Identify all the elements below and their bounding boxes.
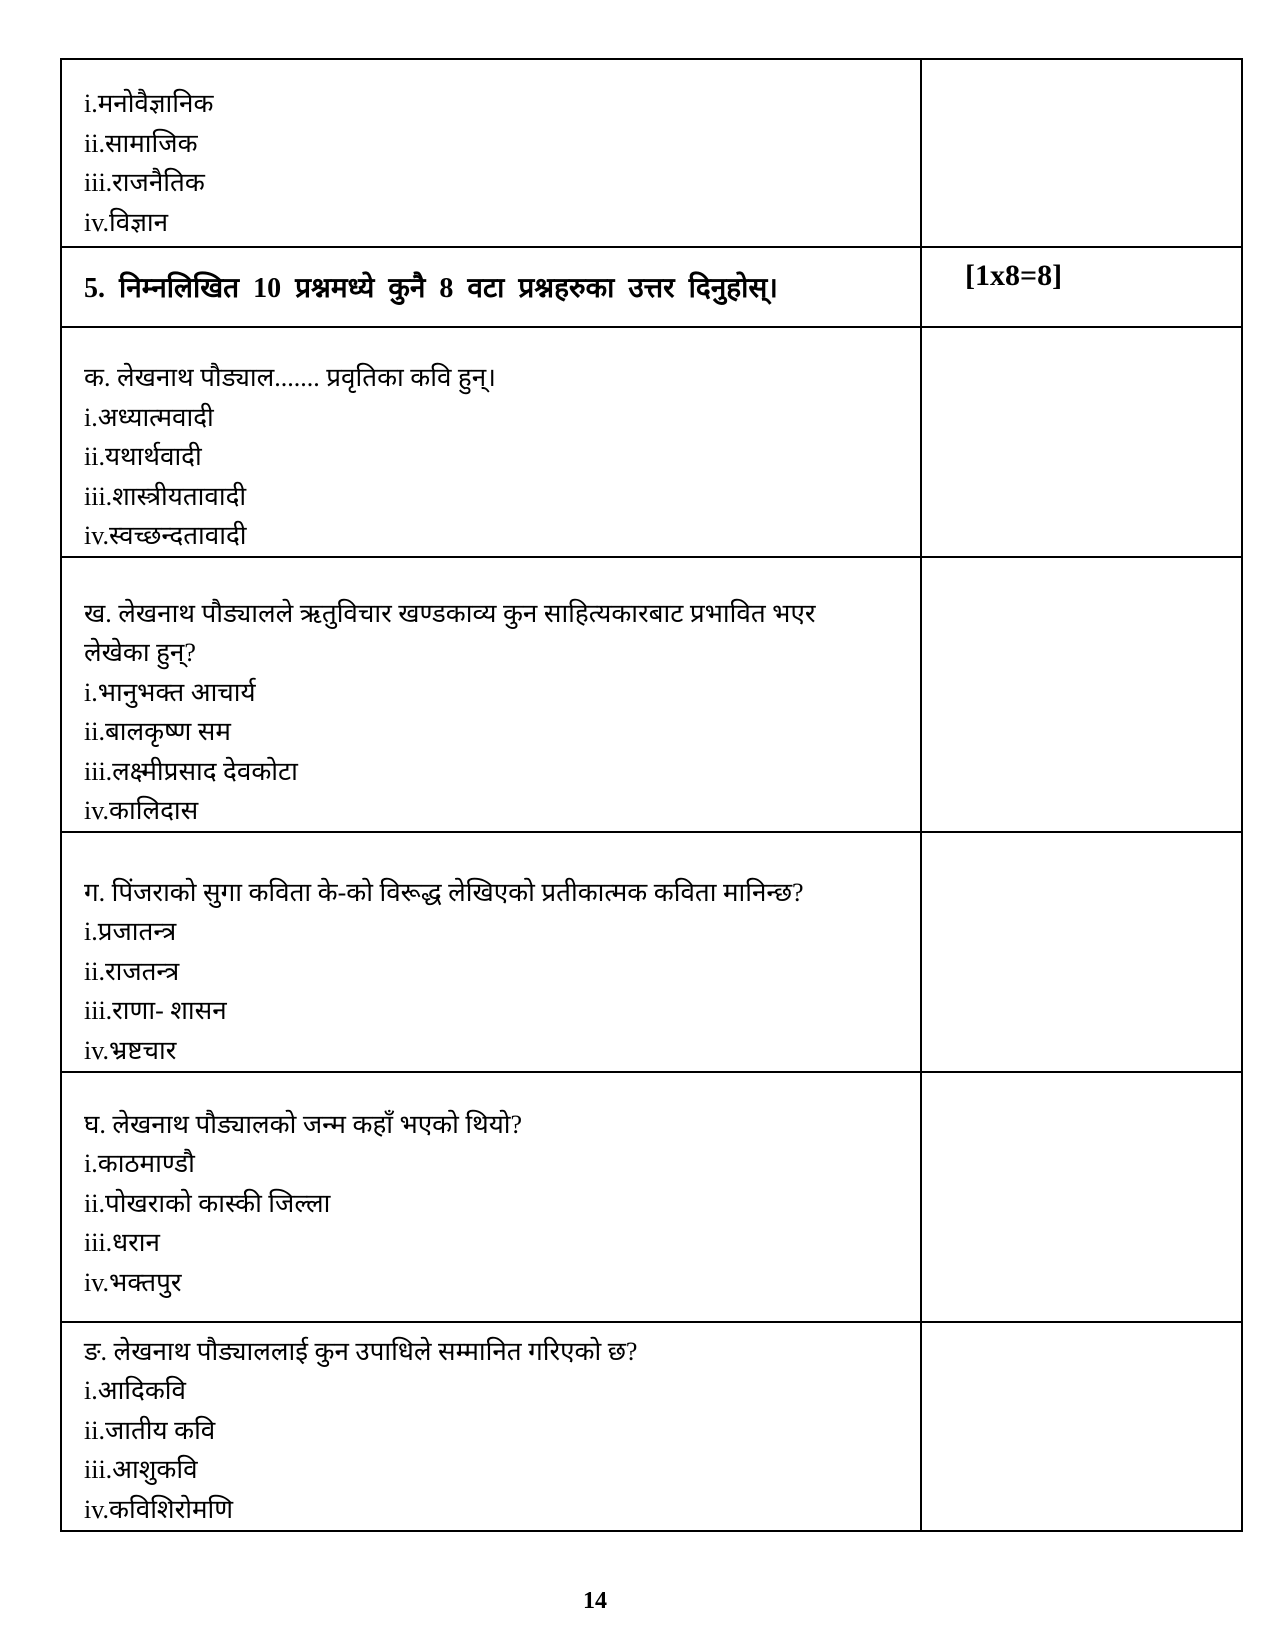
option-line: i.भानुभक्त आचार्य	[84, 677, 256, 707]
option-line: i.काठमाण्डौ	[84, 1149, 195, 1178]
option-line: ii.सामाजिक	[84, 128, 198, 158]
option-line: iv.स्वच्छन्दतावादी	[84, 521, 247, 550]
question-text: ङ. लेखनाथ पौड्याललाई कुन उपाधिले सम्मानित गरिएको छ?	[84, 1336, 638, 1366]
option-line: iv.कालिदास	[84, 796, 199, 825]
table-row	[61, 832, 1242, 1072]
section-heading-row	[61, 247, 1242, 327]
question-text: ग. पिंजराको सुगा कविता के-को विरूद्ध लेखिएको प्रतीकात्मक कविता मानिन्छ?	[84, 877, 804, 907]
option-line: ii.राजतन्त्र	[84, 956, 180, 986]
question-text: घ. लेखनाथ पौड्यालको जन्म कहाँ भएको थियो?	[84, 1109, 523, 1139]
option-line: iv.भक्तपुर	[84, 1267, 182, 1297]
option-line: iv.विज्ञान	[84, 207, 169, 237]
option-line: iii.राणा- शासन	[84, 996, 227, 1025]
table-row	[61, 1072, 1242, 1322]
option-line: iv.भ्रष्टचार	[84, 1035, 177, 1065]
table-row	[61, 59, 1242, 247]
marks-cell	[921, 327, 1242, 557]
table-row	[61, 327, 1242, 557]
marks-cell	[921, 59, 1242, 247]
question-text: लेखेका हुन्?	[84, 638, 196, 667]
table-row	[61, 557, 1242, 832]
option-line: ii.पोखराको कास्की जिल्ला	[84, 1188, 331, 1218]
option-line: ii.जातीय कवि	[84, 1415, 216, 1445]
option-line: i.प्रजातन्त्र	[84, 917, 177, 946]
marks-cell	[921, 557, 1242, 832]
option-line: ii.यथार्थवादी	[84, 442, 202, 471]
question-cell	[61, 1322, 921, 1531]
question-cell	[61, 327, 921, 557]
option-line: iii.राजनैतिक	[84, 168, 205, 197]
question-cell	[61, 832, 921, 1072]
question-text: क. लेखनाथ पौड्याल....... प्रवृतिका कवि हुन्।	[84, 363, 497, 392]
question-text: ख. लेखनाथ पौड्यालले ऋतुविचार खण्डकाव्य कुन साहित्यकारबाट प्रभावित भएर	[84, 598, 816, 628]
option-line: iii.लक्ष्मीप्रसाद देवकोटा	[84, 756, 298, 786]
question-cell	[61, 557, 921, 832]
option-line: i.अध्यात्मवादी	[84, 402, 214, 432]
question-table	[60, 58, 1243, 1532]
question-cell	[61, 1072, 921, 1322]
marks-cell	[921, 1072, 1242, 1322]
option-line: iv.कविशिरोमणि	[84, 1494, 234, 1524]
option-line: iii.शास्त्रीयतावादी	[84, 481, 247, 511]
section-marks: [1x8=8]	[965, 259, 1063, 292]
marks-cell	[921, 1322, 1242, 1531]
table-row	[61, 1322, 1242, 1531]
option-line: iii.आशुकवि	[84, 1455, 198, 1484]
section-heading-cell	[61, 247, 921, 327]
option-line: iii.धरान	[84, 1228, 160, 1257]
page-number: 14	[583, 1588, 607, 1614]
option-line: ii.बालकृष्ण सम	[84, 717, 231, 746]
section-heading: 5. निम्नलिखित 10 प्रश्नमध्ये कुनै 8 वटा प्रश्नहरुका उत्तर दिनुहोस्।	[84, 273, 778, 304]
option-line: i.आदिकवि	[84, 1376, 186, 1405]
marks-cell	[921, 247, 1242, 327]
question-cell	[61, 59, 921, 247]
option-line: i.मनोवैज्ञानिक	[84, 89, 214, 118]
marks-cell	[921, 832, 1242, 1072]
